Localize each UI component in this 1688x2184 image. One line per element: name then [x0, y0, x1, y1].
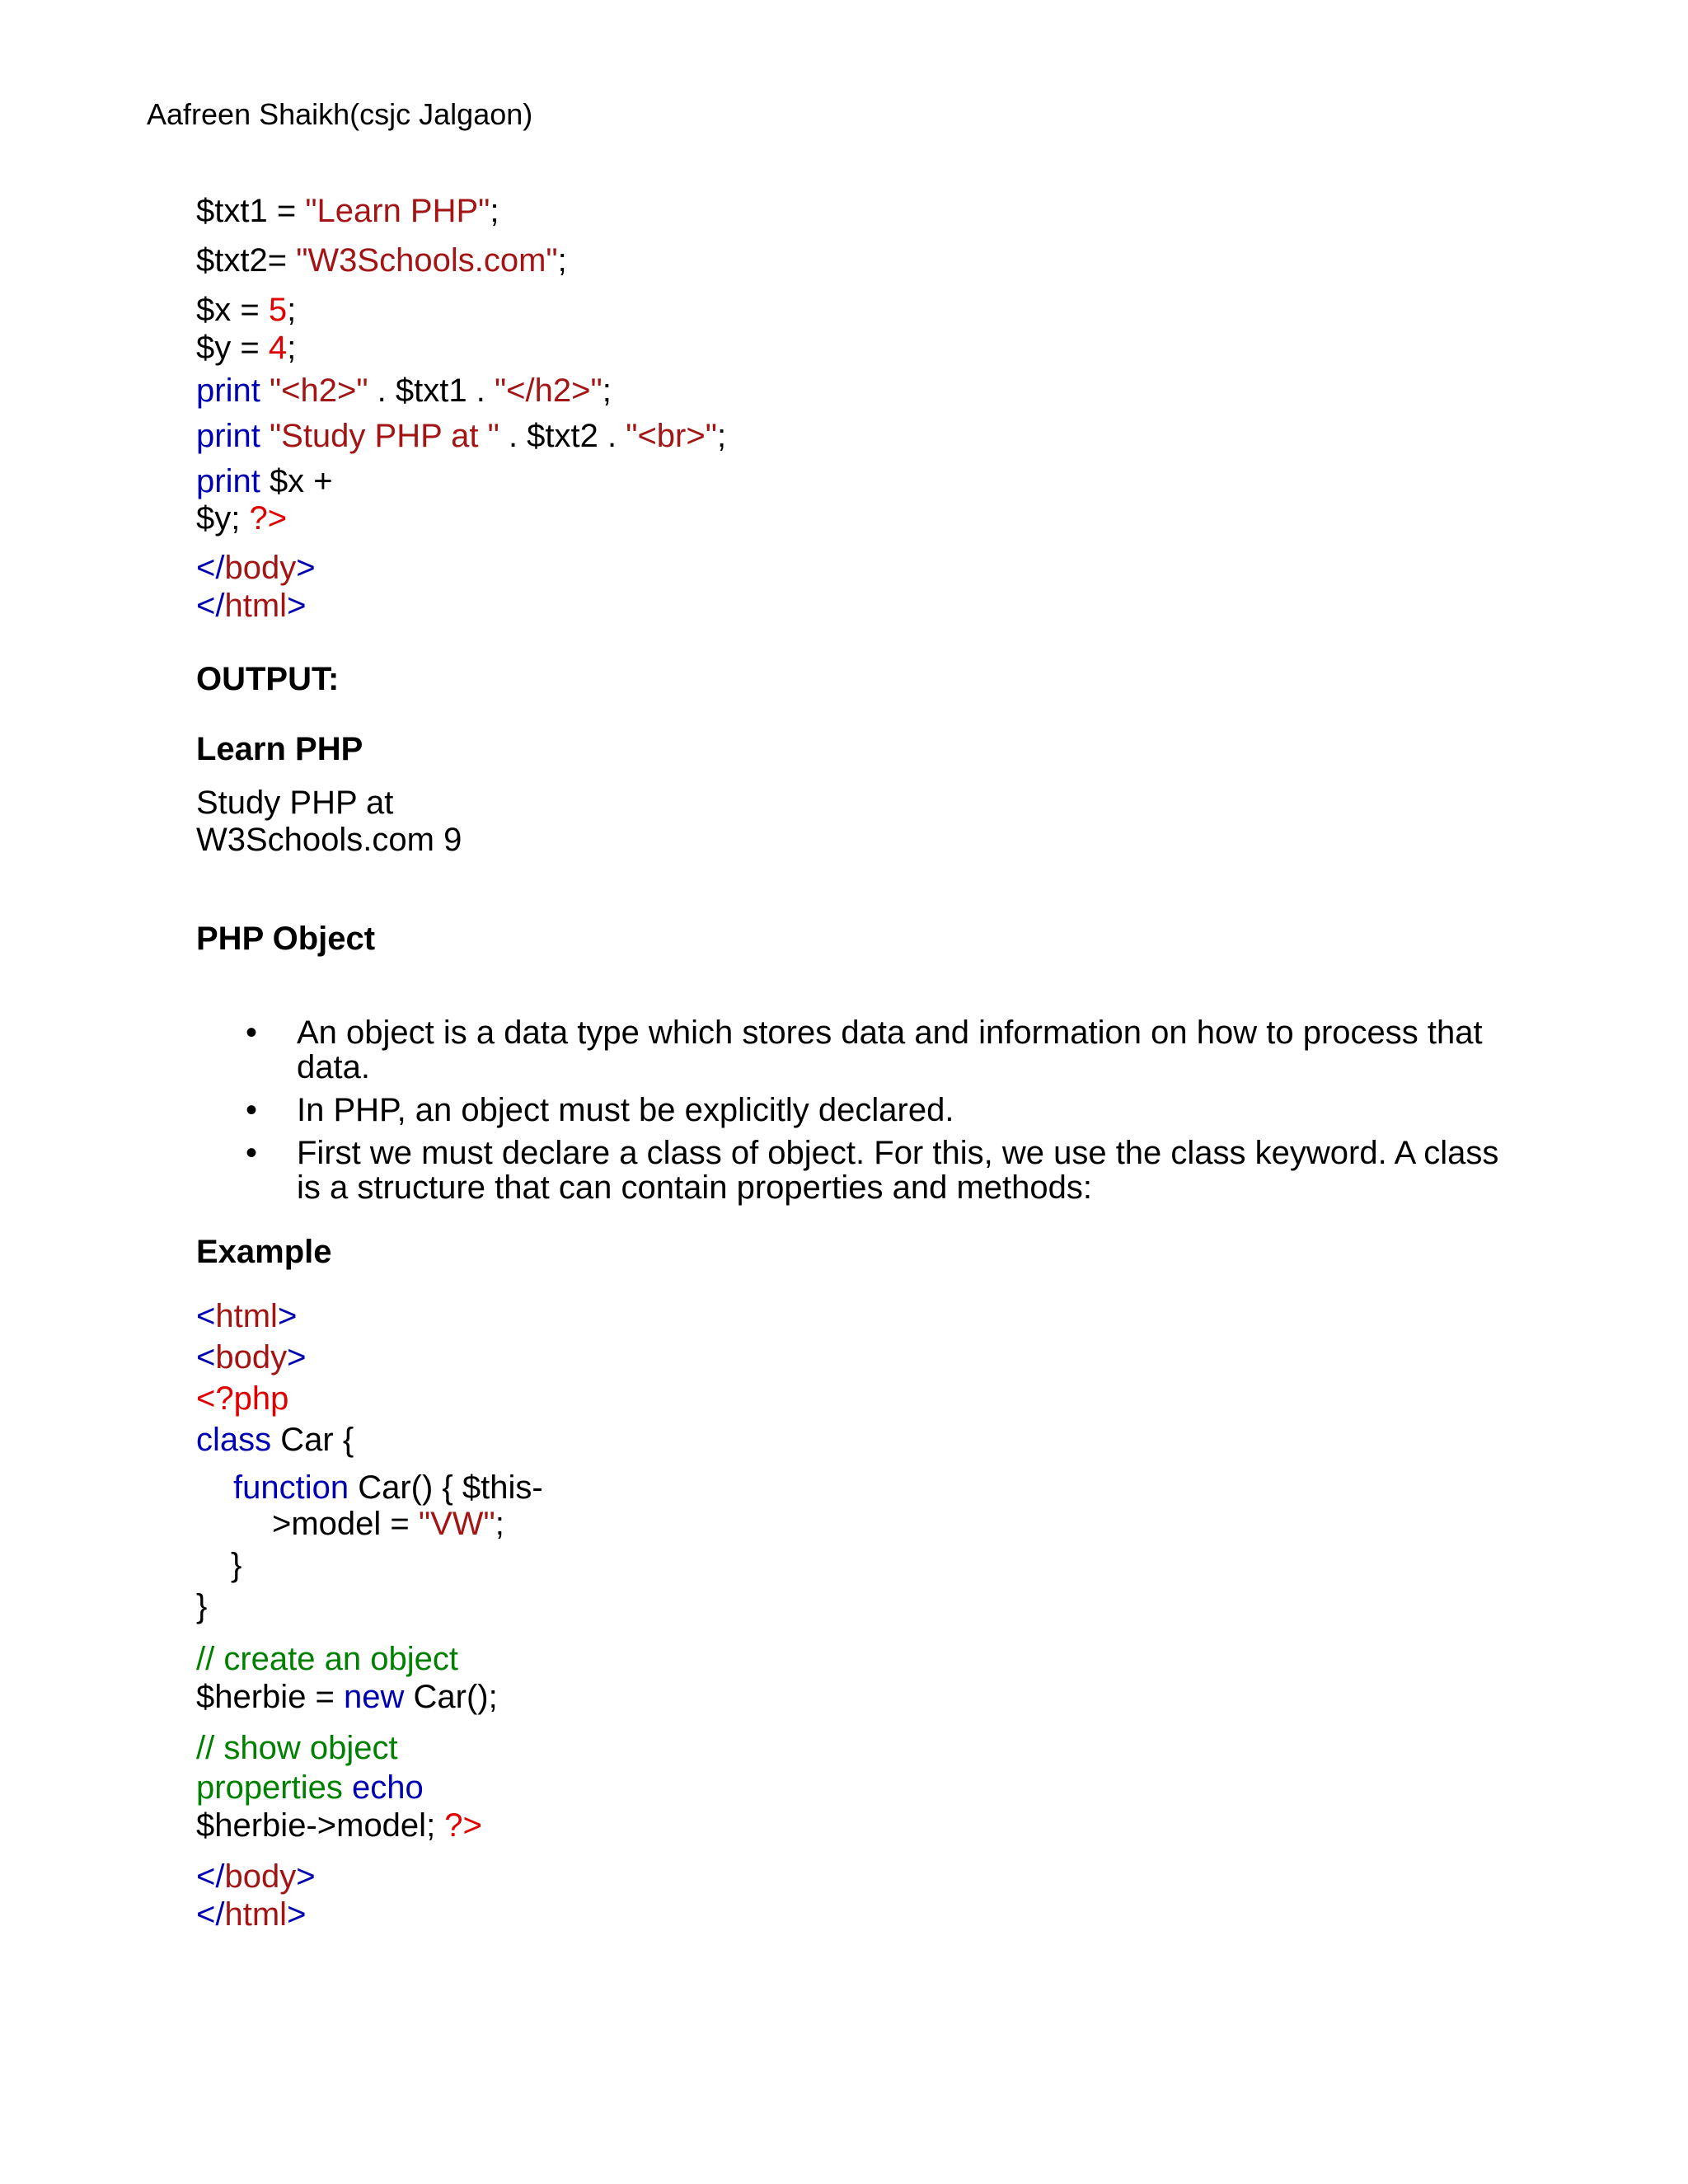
code-punct: ;	[287, 292, 297, 328]
code-text: Car() { $this-	[349, 1469, 543, 1506]
bullet-icon: •	[246, 1135, 258, 1171]
code-line-body-close	[196, 549, 316, 587]
code-punct: ;	[557, 242, 567, 279]
code-keyword: function	[233, 1469, 349, 1506]
tag-bracket: </	[196, 550, 225, 586]
code-string: "<h2>"	[269, 373, 368, 409]
code-line-props-echo	[196, 1769, 424, 1807]
tag-bracket: </	[196, 588, 225, 624]
tag-bracket: >	[277, 1298, 298, 1334]
code-line-body-close	[196, 1858, 316, 1896]
code-string: "</h2>"	[494, 373, 603, 409]
code-brace-inner: }	[231, 1547, 242, 1583]
code-comment: // create an object	[196, 1641, 458, 1677]
code-line-y-close	[196, 499, 287, 537]
tag-bracket: <	[196, 1298, 216, 1334]
code-var: $y =	[196, 330, 269, 366]
section-title: PHP Object	[196, 921, 376, 957]
bullet-text: In PHP, an object must be explicitly declared.	[297, 1092, 954, 1128]
bullet-icon: •	[246, 1015, 258, 1051]
code-line-print-study	[196, 417, 726, 455]
tag-bracket: >	[287, 588, 307, 624]
code-line-print-sum	[196, 462, 333, 500]
bullet-icon: •	[246, 1092, 258, 1128]
code-var: $txt2=	[196, 242, 297, 279]
code-text: >model =	[272, 1506, 419, 1542]
tag-name: html	[224, 1896, 288, 1933]
code-punct: ;	[495, 1506, 504, 1542]
tag-bracket: >	[287, 1896, 307, 1933]
list-item	[246, 1136, 1531, 1205]
code-var: $x =	[196, 292, 269, 328]
code-line-txt1	[196, 192, 499, 230]
author-header: Aafreen Shaikh(csjc Jalgaon)	[147, 97, 533, 131]
code-text: $herbie->model;	[196, 1807, 445, 1844]
code-punct: ;	[716, 418, 727, 454]
tag-bracket: </	[196, 1896, 225, 1933]
code-number: 5	[268, 292, 288, 328]
code-comment: properties	[196, 1769, 352, 1806]
output-h2: Learn PHP	[196, 731, 363, 767]
php-close-tag: ?>	[249, 500, 288, 537]
tag-name: html	[224, 588, 288, 624]
code-keyword: echo	[351, 1769, 424, 1806]
tag-bracket: >	[287, 1339, 307, 1376]
tag-name: body	[215, 1339, 288, 1376]
code-text: $y;	[196, 500, 250, 537]
code-string: "<br>"	[626, 418, 717, 454]
code-text: Car();	[404, 1679, 498, 1715]
code-text: . $txt1 .	[368, 373, 495, 409]
code-line-html-close	[196, 1896, 306, 1933]
output-line-1: Study PHP at	[196, 785, 394, 821]
example-heading: Example	[196, 1234, 332, 1270]
code-line-y	[196, 329, 296, 367]
code-text: Car {	[271, 1422, 354, 1458]
bullet-list	[246, 1015, 1531, 1213]
code-string: "W3Schools.com"	[296, 242, 558, 279]
code-line-class	[196, 1421, 354, 1459]
code-keyword: class	[196, 1422, 272, 1458]
code-keyword: new	[344, 1679, 405, 1715]
code-keyword: print	[196, 463, 270, 499]
code-line-model	[272, 1505, 504, 1543]
code-line-html-open	[196, 1297, 297, 1335]
php-open-tag: <?php	[196, 1380, 289, 1417]
tag-name: body	[224, 1858, 297, 1895]
code-string: "Study PHP at "	[269, 418, 499, 454]
code-text: $x +	[269, 463, 333, 499]
code-string: "Learn PHP"	[305, 193, 490, 229]
code-var: $txt1 =	[196, 193, 306, 229]
tag-bracket: >	[296, 550, 316, 586]
code-keyword: print	[196, 418, 270, 454]
code-punct: ;	[490, 193, 499, 229]
tag-bracket: </	[196, 1858, 225, 1895]
code-line-txt2	[196, 241, 567, 279]
code-line-function	[233, 1469, 543, 1507]
output-line-2: W3Schools.com 9	[196, 822, 462, 858]
output-heading: OUTPUT:	[196, 661, 340, 697]
code-keyword: print	[196, 373, 270, 409]
bullet-text: An object is a data type which stores data and information on how to process that data.	[297, 1015, 1483, 1085]
tag-name: body	[224, 550, 297, 586]
code-line-herbie	[196, 1678, 498, 1716]
code-line-html-close	[196, 587, 306, 625]
code-line-body-open	[196, 1338, 306, 1376]
code-comment: // show object	[196, 1730, 398, 1766]
code-text: . $txt2 .	[499, 418, 626, 454]
bullet-text: First we must declare a class of object. For this, we use the class keyword. A class is a structure that can contain properties and methods:	[297, 1135, 1499, 1206]
list-item	[246, 1093, 1531, 1127]
code-punct: ;	[602, 373, 612, 409]
tag-name: html	[215, 1298, 278, 1334]
code-string: "VW"	[418, 1506, 495, 1542]
tag-bracket: <	[196, 1339, 216, 1376]
code-line-print-h2	[196, 372, 612, 410]
code-line-x	[196, 291, 296, 329]
code-line-echo-model	[196, 1807, 482, 1844]
code-number: 4	[268, 330, 288, 366]
code-brace-outer: }	[196, 1588, 208, 1624]
list-item	[246, 1015, 1531, 1085]
php-close-tag: ?>	[444, 1807, 482, 1844]
code-var: $herbie =	[196, 1679, 345, 1715]
code-punct: ;	[287, 330, 297, 366]
tag-bracket: >	[296, 1858, 316, 1895]
